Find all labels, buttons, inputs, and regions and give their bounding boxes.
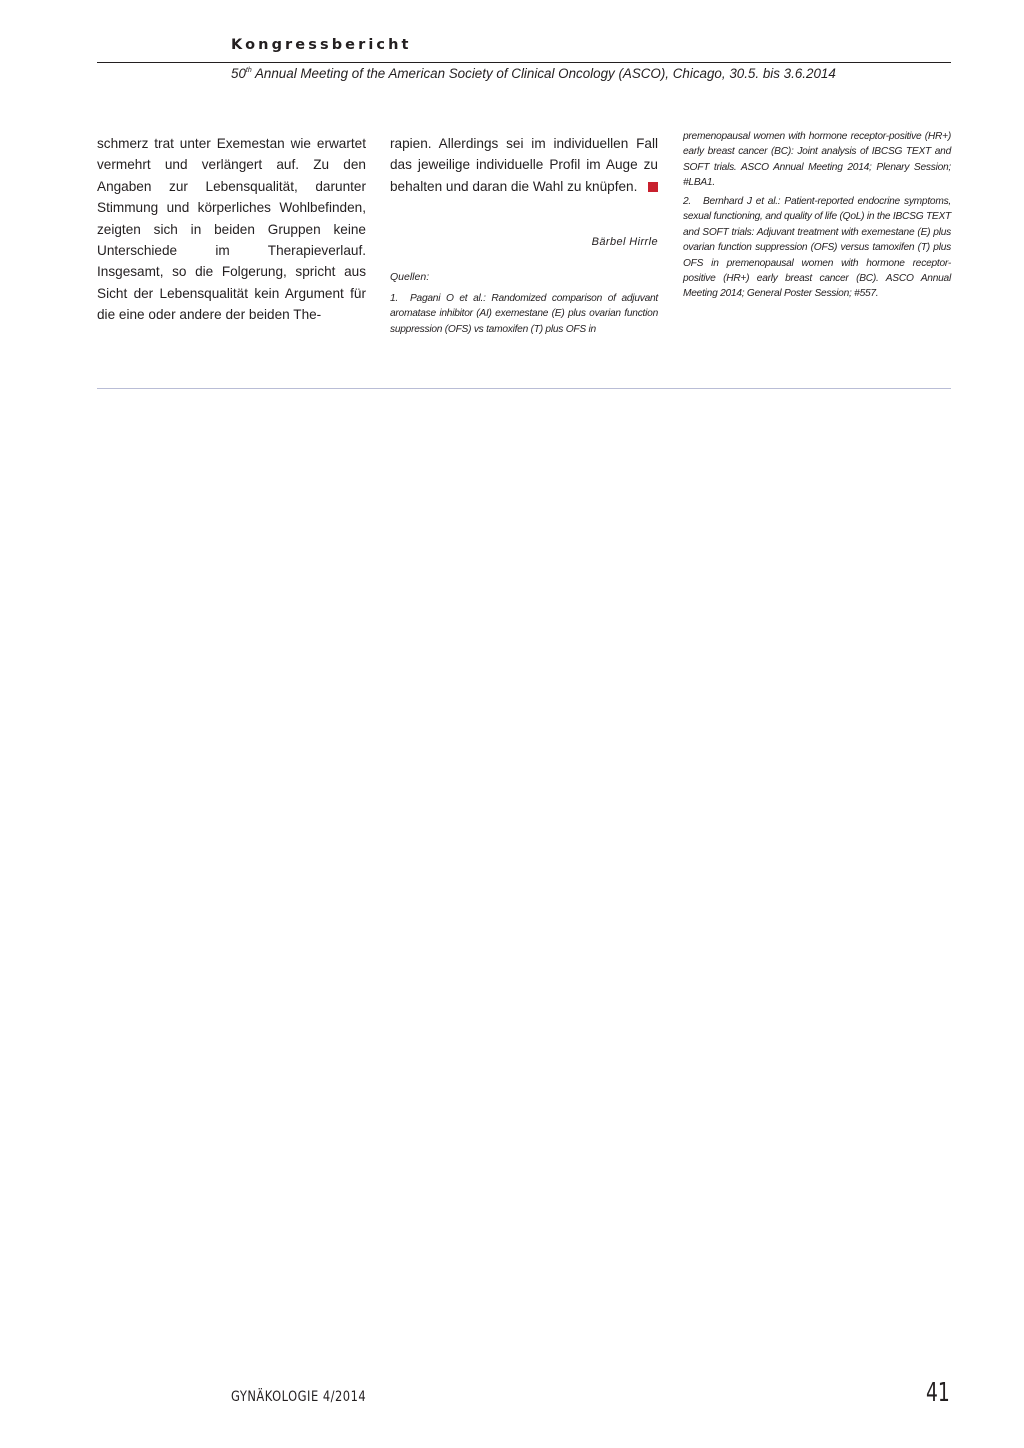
reference-item-1-continued xyxy=(683,129,951,191)
page-number: 41 xyxy=(926,1378,950,1408)
article-column-2 xyxy=(390,133,658,197)
subtitle-ordinal: 50 xyxy=(231,66,246,81)
reference-number: 1. xyxy=(390,293,398,304)
subtitle-ordinal-suffix: th xyxy=(245,67,252,74)
journal-issue: GYNÄKOLOGIE 4/2014 xyxy=(231,1389,367,1405)
article-column-1 xyxy=(97,133,366,326)
reference-text: Pagani O et al.: Randomized comparison of adjuvant aromatase inhibitor (AI) exemestane (E) plus ovarian function suppression (OFS) vs tamoxifen (T) plus OFS in xyxy=(390,293,658,335)
references-label: Quellen: xyxy=(390,271,430,283)
subtitle-text: Annual Meeting of the American Society of Clinical Oncology (ASCO), Chicago, 30.5. bis 3.6.2014 xyxy=(251,66,836,81)
section-title: Kongressbericht xyxy=(231,37,412,53)
article-end-rule xyxy=(97,388,951,389)
body-paragraph: schmerz trat unter Exemestan wie erwartet vermehrt und verlängert auf. Zu den Angaben zur Lebensqualität, darunter Stimmung und körperliches Wohlbefinden, zeigten sich in beiden Gruppen keine Unterschiede im Therapieverlauf. Insgesamt, so die Folgerung, spricht aus Sicht der Lebensqualität kein Argument für die eine oder andere der beiden The- xyxy=(97,136,366,323)
reference-text: premenopausal women with hormone receptor-positive (HR+) early breast cancer (BC): Joint analysis of IBCSG TEXT and SOFT trials. ASCO Annual Meeting 2014; Plenary Session; #LBA1. xyxy=(683,131,951,189)
event-subtitle xyxy=(231,66,931,81)
body-paragraph-text: rapien. Allerdings sei im individuellen Fall das jeweilige individuelle Profil im Auge zu behalten und daran die Wahl zu knüpfen. xyxy=(390,136,658,194)
body-paragraph-end xyxy=(390,133,658,197)
reference-text: Bernhard J et al.: Patient-reported endocrine symptoms, sexual functioning, and quality of life (QoL) in the IBCSG TEXT and SOFT trials: Adjuvant treatment with exemestane (E) plus ovarian function suppression (OFS) versus tamoxifen (T) plus OFS in premenopausal women with hormone receptor-positive (HR+) early breast cancer (BC). ASCO Annual Meeting 2014; General Poster Session; #557. xyxy=(683,196,951,300)
reference-item-1 xyxy=(390,291,658,337)
reference-number: 2. xyxy=(683,196,691,207)
reference-item-2 xyxy=(683,194,951,302)
header-rule xyxy=(97,62,951,63)
article-end-mark-icon xyxy=(648,182,658,192)
author-name: Bärbel Hirrle xyxy=(591,236,658,248)
